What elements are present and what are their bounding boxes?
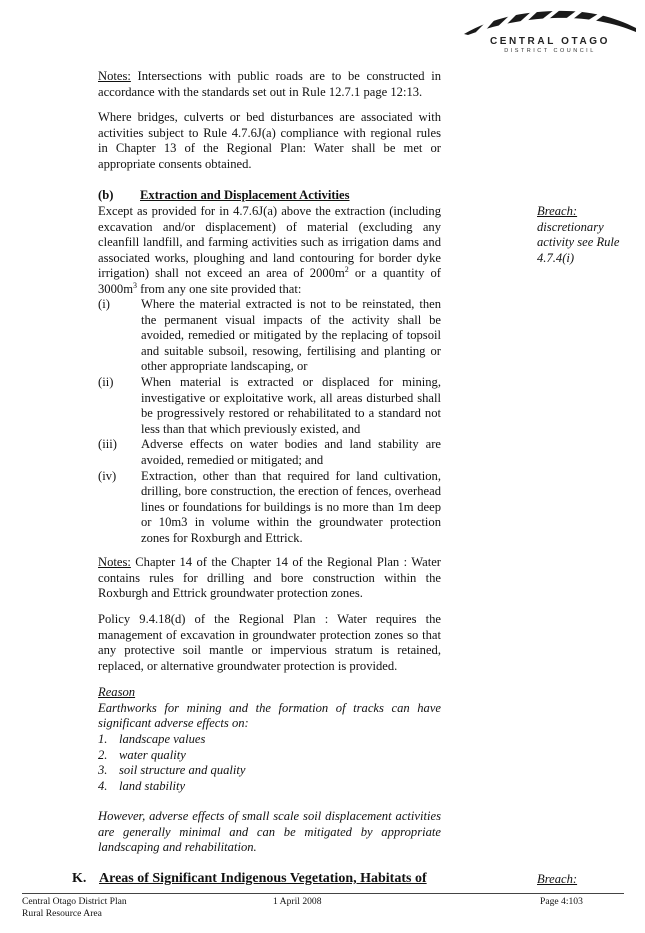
- list-item: 1. landscape values: [98, 732, 206, 746]
- logo-name-line2: DISTRICT COUNCIL: [504, 48, 596, 54]
- paragraph-however: However, adverse effects of small scale soil displacement activities are generally minimal and can be mitigated by appropriate landscaping and rehabilitation.: [98, 809, 441, 855]
- section-title: Areas of Significant Indigenous Vegetation, Habitats of: [99, 871, 427, 886]
- section-heading-k: [72, 870, 452, 887]
- notes-text: Chapter 14 of the Chapter 14 of the Regional Plan : Water contains rules for drilling and bore construction within the Roxburgh and Ettrick groundwater protection zones.: [98, 555, 441, 601]
- list-item: 3. soil structure and quality: [98, 763, 246, 778]
- footer-left: Central Otago District Plan Rural Resource Area: [22, 896, 127, 919]
- footer-divider: [22, 893, 624, 894]
- notes-intersections: [98, 69, 441, 100]
- superscript-2: 2: [344, 265, 349, 275]
- superscript-3: 3: [132, 280, 137, 290]
- mountain-logo-icon: [462, 8, 638, 36]
- breach-label: Breach:: [537, 204, 578, 218]
- footer-page-number: Page 4:103: [540, 896, 583, 907]
- section-heading-b: [98, 188, 441, 204]
- conditions-list: [98, 297, 441, 547]
- margin-note-breach-2: [537, 872, 637, 888]
- notes-text: Intersections with public roads are to be constructed in accordance with the standards set out in Rule 12.7.1 page 12:13.: [98, 69, 441, 99]
- reason-list: [98, 732, 441, 794]
- footer-date: 1 April 2008: [273, 896, 322, 907]
- paragraph-extraction-intro: Except as provided for in 4.7.6J(a) above the extraction (including excavation and/or displacement) of material (excluding any cleanfill landfill, and farming activities such as irrigation dams and associated works, ploughing and land contouring for border dyke irrigation) shall not exceed an area of $2000m^2$ or a quantity of $3000m^3$ from any one site provided that:: [98, 204, 441, 296]
- list-item: (iii) Adverse effects on water bodies and land stability are avoided, remedied or mitigated; and: [98, 437, 441, 467]
- logo-name-line1: CENTRAL OTAGO: [489, 36, 611, 47]
- list-item: 4. land stability: [98, 778, 186, 793]
- list-item: 2. water quality: [98, 747, 186, 762]
- breach-label: Breach:: [537, 872, 578, 886]
- reason-block: [98, 685, 441, 732]
- section-letter: K.: [72, 871, 87, 886]
- reason-heading: Reason: [98, 685, 136, 699]
- heading-title: Extraction and Displacement Activities: [140, 188, 350, 202]
- notes-drilling: [98, 555, 441, 602]
- reason-intro: Earthworks for mining and the formation of tracks can have significant adverse effects on:: [98, 700, 441, 731]
- list-item: (ii) When material is extracted or displaced for mining, investigative or exploitative work, all areas disturbed shall be progressively restored or rehabilitated to a standard not less than that which previously existed, and: [98, 374, 441, 436]
- council-logo: [462, 8, 638, 58]
- margin-note-breach: [537, 204, 637, 266]
- paragraph-bridges: Where bridges, culverts or bed disturbances are associated with activities subject to Rule 4.7.6J(a) compliance with regional rules in Chapter 13 of the Regional Plan: Water shall be met or appropriate consents obtained.: [98, 110, 441, 171]
- list-item: (iv) Extraction, other than that required for land cultivation, drilling, bore construction, the erection of fences, overhead lines or foundations for buildings is no more than 1m deep or 10m3 in volume within the groundwater protection zones for Roxburgh and Ettrick.: [98, 468, 441, 545]
- heading-label: (b): [98, 188, 114, 202]
- notes-label: Notes:: [98, 555, 131, 569]
- paragraph-policy: Policy 9.4.18(d) of the Regional Plan : Water requires the management of excavation in groundwater protection zones so that any protective soil mantle or impervious stratum is retained, replaced, or alternative groundwater protection is provided.: [98, 612, 441, 673]
- list-item: (i) Where the material extracted is not to be reinstated, then the permanent visual impacts of the activity shall be avoided, remedied or mitigated by the replacing of topsoil and suitable subsoil, resowing, fertilising and planting or other appropriate landscaping, or: [98, 297, 441, 374]
- notes-label: Notes:: [98, 69, 131, 83]
- breach-text: discretionary activity see Rule 4.7.4(i): [537, 219, 620, 265]
